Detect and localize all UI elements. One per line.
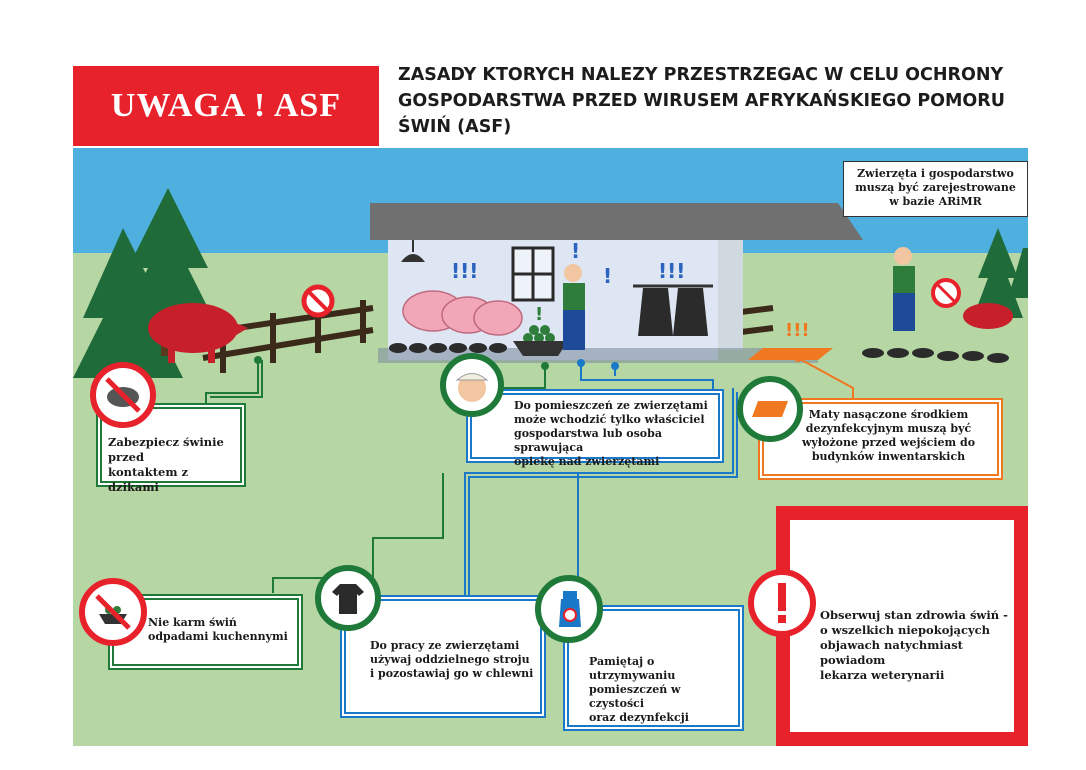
svg-text:!!!: !!! (658, 259, 686, 283)
svg-text:!: ! (535, 304, 544, 325)
callout-text-line: pomieszczeń w czystości (589, 683, 681, 710)
callout-health (776, 506, 1028, 746)
callout-text-line: używaj oddzielnego stroju (370, 653, 530, 666)
farmer-face-icon (440, 353, 504, 417)
callout-text-line: Pamiętaj o utrzymywaniu (589, 655, 676, 682)
headline-line: ZASADY KTORYCH NALEZY PRZESTRZEGAC W CELU OCHRONY (398, 65, 1004, 85)
callout-text-line: Do pomieszczeń ze zwierzętami (514, 399, 708, 412)
callout-text-line: gospodarstwa lub osoba sprawująca (514, 427, 662, 454)
headline-line: ŚWIŃ (ASF) (398, 117, 512, 137)
no-kitchen-waste-icon (79, 578, 147, 646)
callout-text-line: Do pracy ze zwierzętami (370, 639, 520, 652)
svg-text:!!!: !!! (785, 320, 810, 341)
callout-text-line: objawach natychmiast powiadom (820, 638, 963, 667)
callout-text-line: wyłożone przed wejściem do (801, 436, 976, 449)
callout-text-line: odpadami kuchennymi (148, 630, 288, 643)
callout-text-line: może wchodzić tylko właściciel (514, 413, 705, 426)
callout-text-line: kontaktem z dzikami (108, 465, 189, 494)
callout-text-line: Maty nasączone środkiem (808, 408, 969, 421)
callout-text-line: Obserwuj stan zdrowia świń - (820, 608, 1008, 622)
callout-text-line: o wszelkich niepokojących (820, 623, 991, 637)
callout-text-line: muszą być zarejestrowane (855, 181, 1016, 194)
headline-line: GOSPODARSTWA PRZED WIRUSEM AFRYKAŃSKIEGO POMORU (398, 91, 1005, 111)
no-entry-sign-icon (304, 287, 332, 315)
callout-text-line: Zabezpiecz świnie przed (108, 435, 224, 464)
svg-text:!: ! (571, 239, 581, 263)
callout-text-line: lekarza weterynarii (820, 668, 945, 682)
svg-text:!!!: !!! (451, 259, 479, 283)
callout-text-line: dezynfekcyjnym muszą być (805, 422, 972, 435)
callout-registration (843, 161, 1028, 217)
callout-text-line: i pozostawiaj go w chlewni (370, 667, 534, 680)
svg-text:!: ! (603, 264, 613, 288)
callout-access (466, 389, 724, 468)
spray-bottle-icon (535, 575, 603, 643)
callout-text-line: opiekę nad zwierzętami (514, 455, 660, 468)
no-wild-boar-icon (90, 362, 156, 428)
headline (398, 62, 1038, 140)
warning-banner-text: UWAGA ! ASF (110, 87, 342, 124)
callout-text-line: Zwierzęta i gospodarstwo (857, 167, 1014, 180)
callout-text-line: budynków inwentarskich (811, 450, 966, 463)
disinfection-mat-icon (737, 376, 803, 442)
callout-text-line: w bazie ARiMR (889, 195, 982, 208)
callout-text-line: Nie karm świń (148, 616, 237, 629)
shirt-icon (315, 565, 381, 631)
exclamation-icon (748, 569, 816, 637)
callout-text-line: oraz dezynfekcji (589, 711, 689, 724)
